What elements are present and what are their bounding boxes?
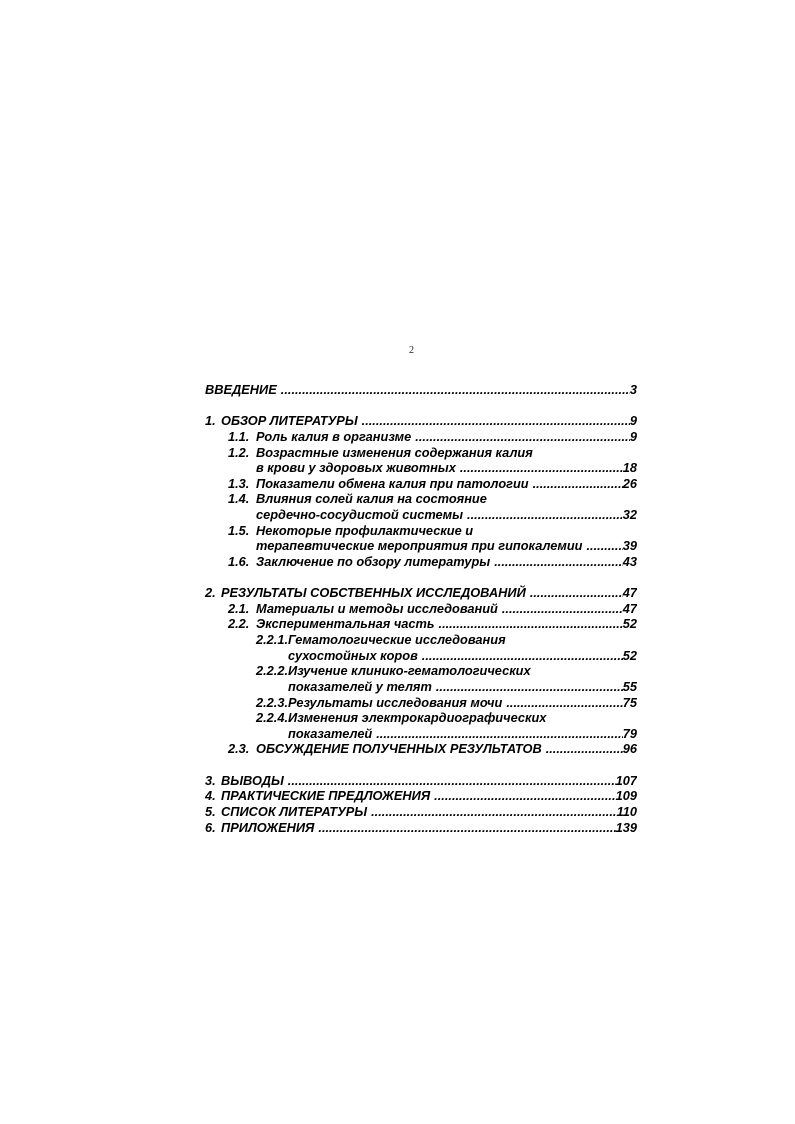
toc-entry-page: 96	[622, 741, 637, 757]
toc-entry-title: ВВЕДЕНИЕ	[205, 382, 277, 397]
toc-entry-line	[0, 523, 795, 539]
toc-entry-page: 52	[622, 647, 637, 663]
toc-spacer	[0, 570, 795, 586]
toc-dot-leader	[358, 413, 630, 429]
toc-entry-number: 2.2.	[228, 616, 250, 632]
toc-dot-leader	[411, 429, 630, 445]
toc-entry-title: ОБСУЖДЕНИЕ ПОЛУЧЕННЫХ РЕЗУЛЬТАТОВ	[256, 741, 542, 757]
toc-entry-page: 32	[622, 507, 637, 522]
toc-entry-line	[0, 679, 795, 695]
toc-entry	[0, 429, 795, 445]
toc-entry-title: Показатели обмена калия при патологии	[256, 475, 529, 491]
toc-entry	[0, 695, 795, 711]
toc-entry-line	[0, 491, 795, 507]
toc-entry-page: 52	[622, 616, 637, 632]
toc-entry-number: 1.4.	[228, 491, 250, 507]
toc-entry-title: терапевтические мероприятия при гипокалемии	[256, 538, 583, 554]
toc-entry-body	[256, 476, 637, 492]
toc-entry-body	[256, 601, 637, 617]
toc-entry-page: 43	[622, 553, 637, 569]
toc-dot-leader	[529, 476, 623, 492]
toc-entry-number: 2.2.4.	[256, 710, 289, 726]
toc-dot-leader	[435, 616, 623, 632]
toc-entry-page: 18	[622, 460, 637, 476]
toc-entry-title: Гематологические исследования	[288, 632, 506, 647]
toc-dot-leader	[367, 804, 616, 820]
toc-entry-body	[256, 554, 637, 570]
toc-entry-line	[0, 663, 795, 679]
toc-entry-body	[288, 679, 637, 695]
toc-entry-body	[256, 491, 637, 507]
toc-spacer	[0, 398, 795, 414]
toc-entry-number: 2.3.	[228, 741, 250, 757]
toc-entry	[0, 601, 795, 617]
toc-dot-leader	[418, 648, 623, 664]
toc-entry-body	[205, 382, 637, 398]
toc-entry-line	[0, 632, 795, 648]
toc-entry-line	[0, 788, 795, 804]
toc-entry-line	[0, 585, 795, 601]
toc-entry-title: Изменения электрокардиографических	[288, 710, 547, 726]
toc-entry-number: 2.1.	[228, 600, 250, 616]
toc-entry-number: 4.	[205, 788, 216, 804]
toc-entry	[0, 616, 795, 632]
toc-entry-title: ВЫВОДЫ	[221, 772, 284, 788]
toc-entry-page: 109	[615, 788, 637, 804]
toc-entry-number: 2.	[205, 585, 216, 601]
toc-entry	[0, 476, 795, 492]
toc-entry-line	[0, 413, 795, 429]
toc-dot-leader	[542, 741, 623, 757]
toc-entry-title: Экспериментальная часть	[256, 616, 435, 632]
toc-entry	[0, 554, 795, 570]
toc-entry-body	[288, 695, 637, 711]
toc-entry-number: 1.1.	[228, 428, 250, 444]
toc-dot-leader	[498, 601, 623, 617]
toc-entry-body	[256, 741, 637, 757]
toc-entry-page: 139	[615, 819, 637, 835]
toc-entry-body	[288, 632, 637, 648]
toc-entry-line	[0, 648, 795, 664]
toc-entry-line	[0, 429, 795, 445]
toc-entry-page: 47	[622, 585, 637, 601]
toc-entry-body	[221, 585, 637, 601]
toc-entry-line	[0, 804, 795, 820]
toc-dot-leader	[372, 726, 623, 742]
toc-entry-page: 107	[615, 772, 637, 788]
toc-entry-title: СПИСОК ЛИТЕРАТУРЫ	[221, 803, 368, 819]
toc-entry-title: ПРАКТИЧЕСКИЕ ПРЕДЛОЖЕНИЯ	[221, 788, 431, 804]
toc-entry	[0, 585, 795, 601]
toc-entry-number: 2.2.2.	[256, 663, 289, 679]
toc-entry-line	[0, 695, 795, 711]
toc-entry-number: 2.2.1.	[256, 632, 289, 647]
toc-dot-leader	[463, 507, 623, 523]
toc-entry-title: Изучение клинико-гематологических	[288, 663, 531, 679]
toc-entry-page: 79	[622, 725, 637, 741]
toc-entry-title: Результаты исследования мочи	[288, 694, 503, 710]
toc-entry-body	[221, 773, 637, 789]
toc-entry-page: 55	[622, 678, 637, 694]
toc-spacer	[0, 757, 795, 773]
toc-entry-number: 1.5.	[228, 522, 250, 538]
toc-entry	[0, 710, 795, 741]
toc-entry	[0, 382, 795, 398]
toc-entry	[0, 820, 795, 836]
toc-entry	[0, 741, 795, 757]
toc-dot-leader	[284, 773, 616, 789]
toc-entry	[0, 413, 795, 429]
toc-entry-body	[256, 507, 637, 523]
toc-dot-leader	[526, 585, 623, 601]
toc-entry-body	[256, 445, 637, 461]
toc-entry-line	[0, 741, 795, 757]
toc-entry-line	[0, 538, 795, 554]
toc-entry-body	[221, 820, 637, 836]
toc-entry-body	[288, 663, 637, 679]
toc-entry-title: Роль калия в организме	[256, 428, 412, 444]
toc-dot-leader	[502, 695, 622, 711]
toc-entry-body	[256, 460, 637, 476]
toc-entry-line	[0, 710, 795, 726]
toc-entry-line	[0, 601, 795, 617]
toc-entry-number: 1.2.	[228, 444, 250, 460]
toc-entry-title: показателей	[288, 725, 373, 741]
toc-entry-line	[0, 460, 795, 476]
toc-entry-body	[256, 538, 637, 554]
toc-entry-title: Материалы и методы исследований	[256, 600, 498, 616]
toc-entry-line	[0, 726, 795, 742]
toc-entry-title: Влияния солей калия на состояние	[256, 491, 487, 507]
toc-entry	[0, 632, 795, 663]
toc-entry-line	[0, 382, 795, 398]
toc-dot-leader	[456, 460, 623, 476]
page-number: 2	[409, 345, 414, 356]
toc-entry-title: РЕЗУЛЬТАТЫ СОБСТВЕННЫХ ИССЛЕДОВАНИЙ	[221, 585, 526, 601]
toc-entry-line	[0, 554, 795, 570]
toc-entry-number: 6.	[205, 819, 216, 835]
toc-entry	[0, 491, 795, 522]
toc-entry-line	[0, 445, 795, 461]
toc-entry-number: 1.3.	[228, 475, 250, 491]
toc-entry-body	[221, 413, 637, 429]
toc-entry	[0, 804, 795, 820]
toc-entry	[0, 445, 795, 476]
toc-entry-body	[288, 648, 637, 664]
toc-entry-body	[256, 616, 637, 632]
toc-entry-title: Некоторые профилактические и	[256, 522, 474, 538]
toc-entry-line	[0, 507, 795, 523]
toc-entry-title: сердечно-сосудистой системы	[256, 507, 464, 522]
toc-entry-body	[288, 710, 637, 726]
toc-entry	[0, 523, 795, 554]
toc-entry-number: 3.	[205, 772, 216, 788]
toc-entry-number: 5.	[205, 803, 216, 819]
toc-entry-page: 3	[629, 382, 637, 397]
toc-dot-leader	[582, 538, 622, 554]
toc-entry-body	[288, 726, 637, 742]
toc-entry-title: ОБЗОР ЛИТЕРАТУРЫ	[221, 413, 358, 429]
toc-entry-body	[221, 804, 637, 820]
toc-dot-leader	[432, 679, 623, 695]
toc-entry-page: 39	[622, 538, 637, 554]
toc-entry-title: Заключение по обзору литературы	[256, 553, 491, 569]
toc-entry-number: 1.6.	[228, 553, 250, 569]
toc-entry-page: 110	[616, 803, 637, 819]
toc-entry-page: 9	[629, 428, 637, 444]
toc-entry-title: показателей у телят	[288, 678, 432, 694]
toc-entry	[0, 773, 795, 789]
toc-entry-title: в крови у здоровых животных	[256, 460, 456, 476]
toc-entry-title: ПРИЛОЖЕНИЯ	[221, 819, 315, 835]
table-of-contents	[0, 382, 795, 835]
toc-entry-title: сухостойных коров	[288, 647, 418, 663]
toc-entry-page: 47	[622, 600, 637, 616]
toc-dot-leader	[277, 382, 630, 398]
toc-entry-number: 1.	[205, 413, 216, 429]
toc-entry	[0, 663, 795, 694]
toc-dot-leader	[490, 554, 623, 570]
toc-dot-leader	[314, 820, 615, 836]
toc-entry-line	[0, 773, 795, 789]
toc-entry-body	[256, 523, 637, 539]
toc-entry-page: 75	[622, 694, 637, 710]
toc-entry-body	[256, 429, 637, 445]
toc-entry	[0, 788, 795, 804]
toc-entry-title: Возрастные изменения содержания калия	[256, 444, 533, 460]
toc-entry-line	[0, 476, 795, 492]
toc-entry-page: 9	[629, 413, 637, 429]
toc-entry-line	[0, 616, 795, 632]
toc-dot-leader	[430, 788, 615, 804]
toc-entry-number: 2.2.3.	[256, 694, 289, 710]
toc-entry-body	[221, 788, 637, 804]
toc-entry-line	[0, 820, 795, 836]
toc-entry-page: 26	[622, 475, 637, 491]
